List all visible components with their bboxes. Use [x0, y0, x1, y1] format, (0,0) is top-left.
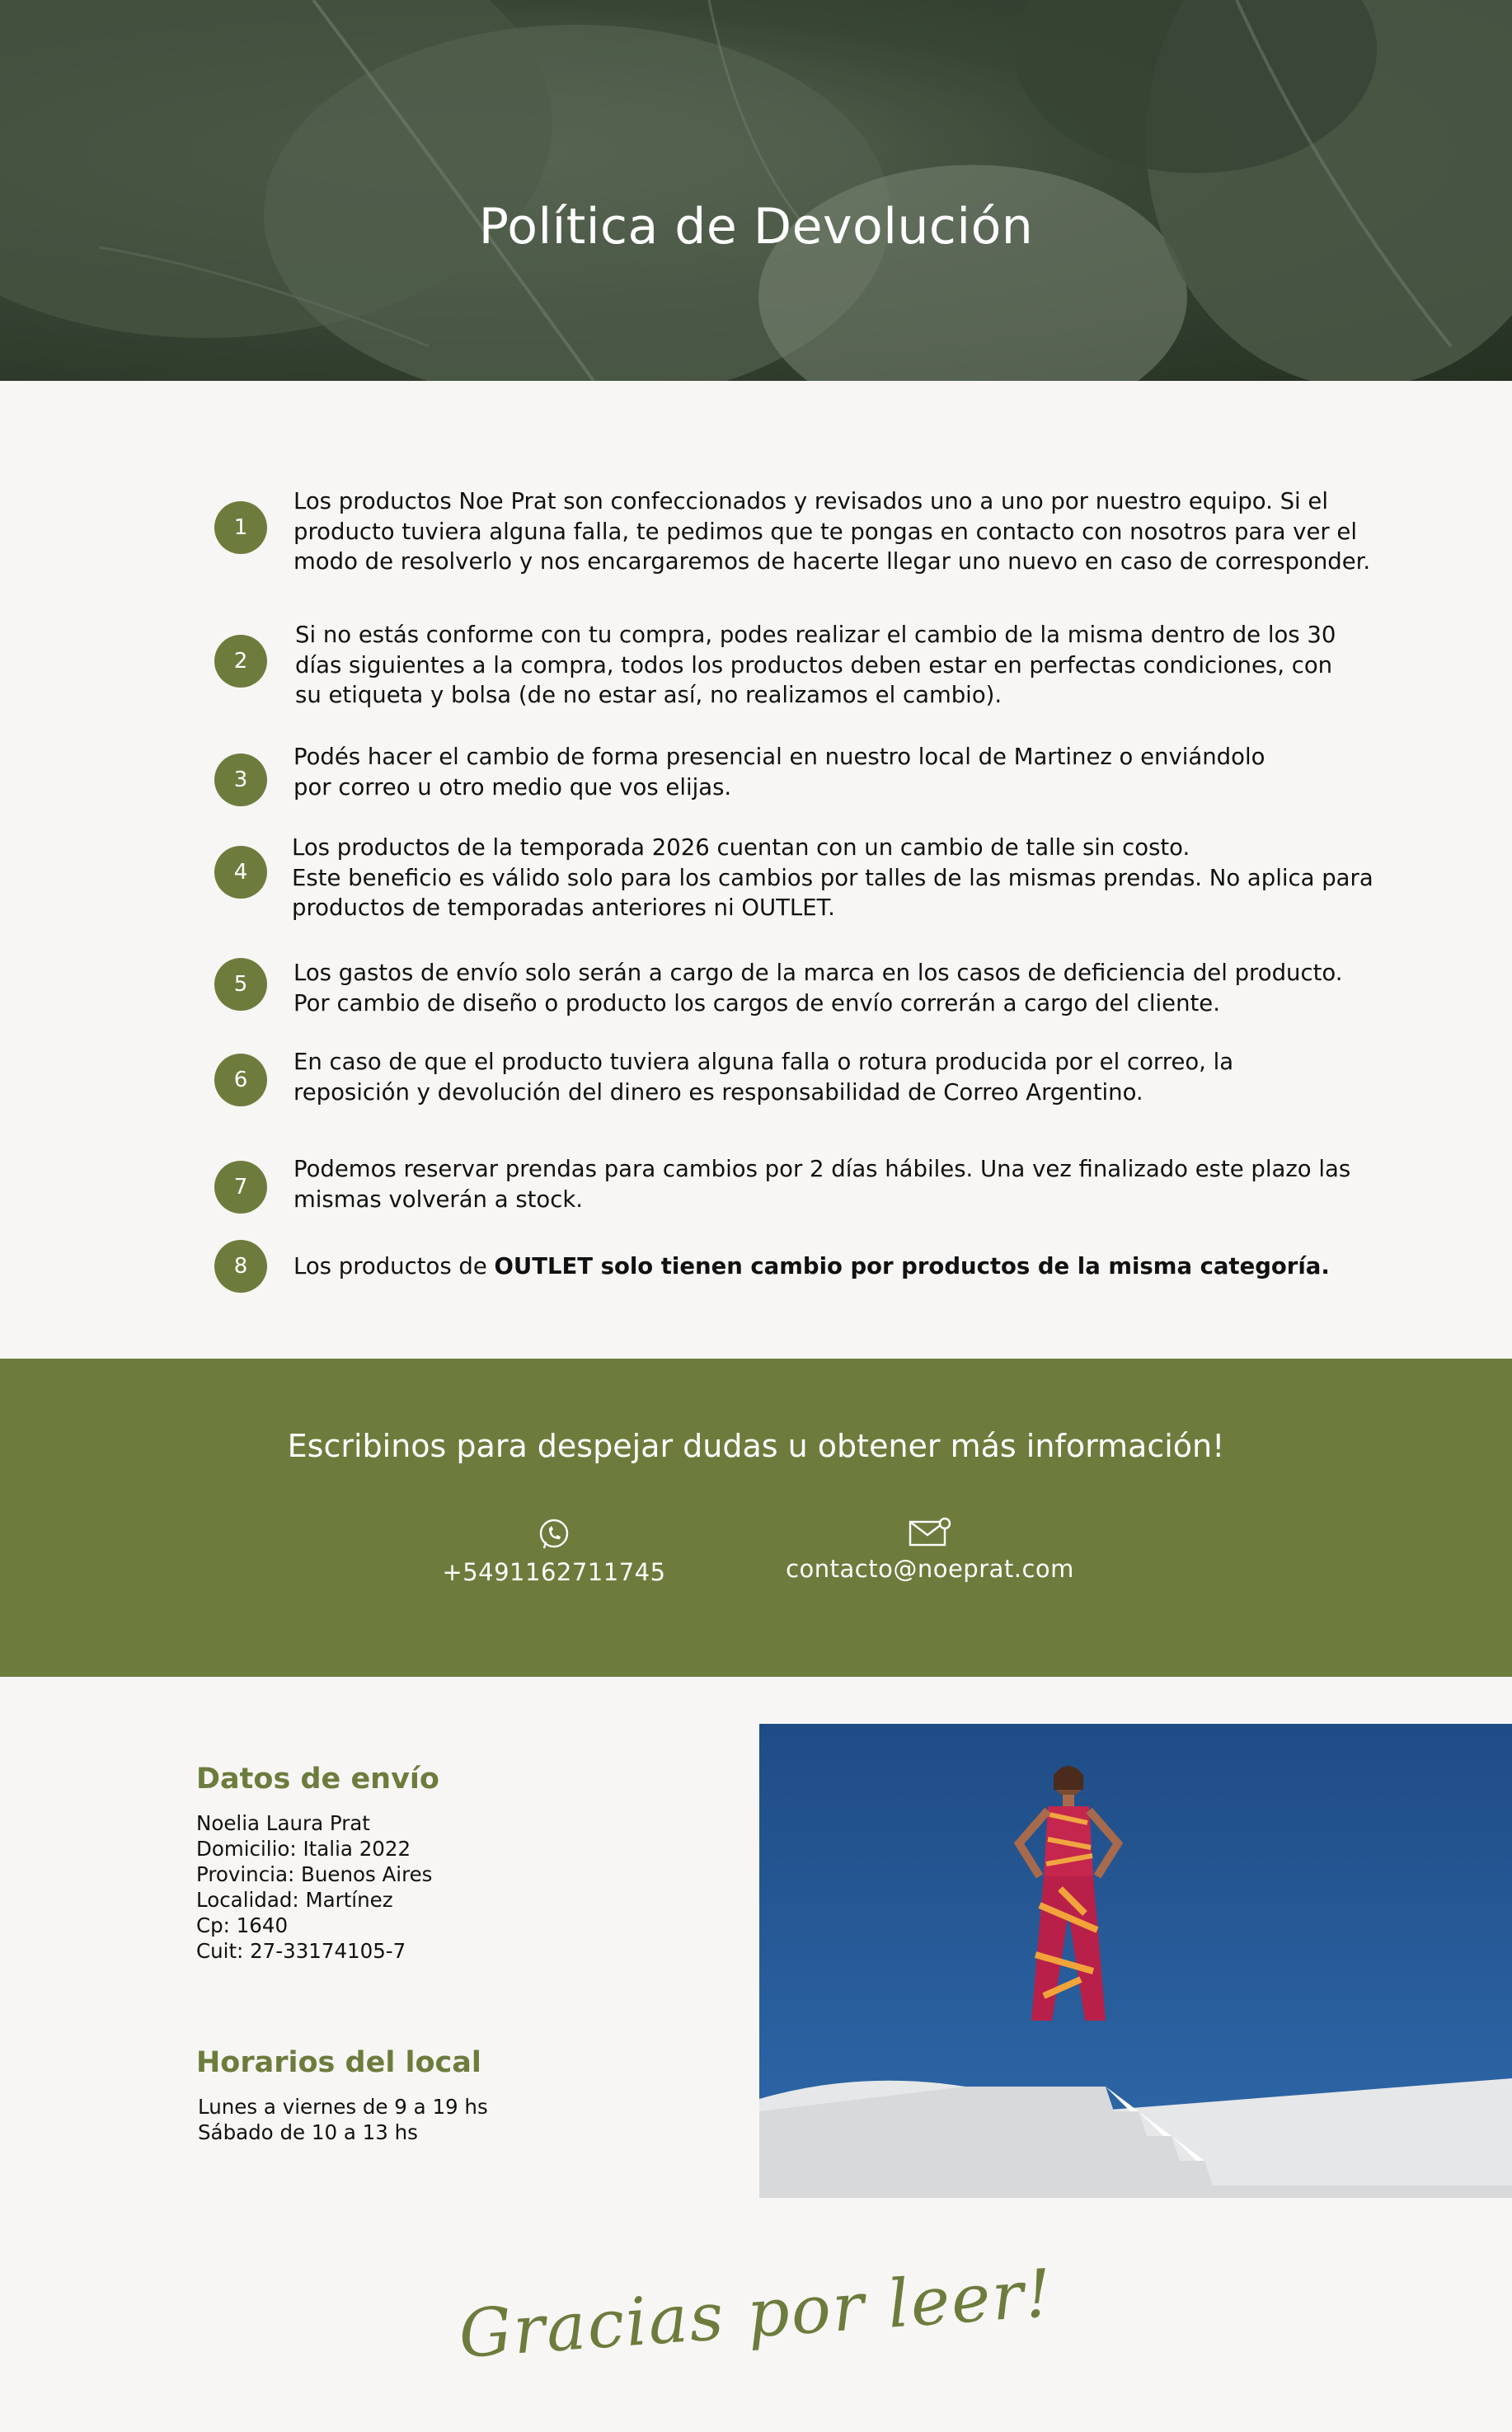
hours-line: Lunes a viernes de 9 a 19 hs [198, 2095, 488, 2119]
email-address: contacto@noeprat.com [786, 1555, 1074, 1583]
phone-number: +5491162711745 [442, 1558, 666, 1586]
shipping-line: Cuit: 27-33174105-7 [196, 1939, 406, 1963]
policy-text: Podemos reservar prendas para cambios por 2 días hábiles. Una vez finalizado este plazo las mismas volverán a stock. [293, 1156, 1351, 1213]
email-contact-link[interactable] [757, 1517, 1103, 1583]
store-hours-title: Horarios del local [196, 2046, 481, 2079]
policy-text-line: Los productos de la temporada 2026 cuentan con un cambio de talle sin costo. [292, 834, 1190, 861]
shipping-line: Domicilio: Italia 2022 [196, 1837, 411, 1861]
policy-text: En caso de que el producto tuviera alguna falla o rotura producida por el correo, la reposición y devolución del dinero es responsabilidad de Correo Argentino. [293, 1049, 1234, 1106]
shipping-line: Localidad: Martínez [196, 1888, 393, 1912]
policy-text [293, 1251, 1390, 1282]
store-hours-details [198, 2094, 488, 2145]
whatsapp-icon [537, 1517, 571, 1552]
shipping-line: Cp: 1640 [196, 1913, 289, 1937]
policy-number-badge: 1 [214, 501, 267, 554]
shipping-line: Provincia: Buenos Aires [196, 1862, 433, 1886]
model-photo [759, 1724, 1512, 2198]
policy-number-badge: 4 [214, 846, 267, 899]
policy-number-badge: 8 [214, 1240, 267, 1293]
model-photo-image [759, 1724, 1512, 2198]
shipping-title: Datos de envío [196, 1763, 439, 1796]
policy-number-badge: 3 [214, 754, 267, 806]
policy-number-badge: 2 [214, 635, 267, 688]
policy-number-badge: 6 [214, 1054, 267, 1106]
shipping-details [196, 1810, 432, 1964]
contact-heading: Escribinos para despejar dudas u obtener más información! [287, 1428, 1225, 1464]
return-policy-list [0, 381, 1512, 1359]
policy-text-prefix: Los productos de [293, 1253, 495, 1279]
policy-text-line: Este beneficio es válido solo para los cambios por talles de las mismas prendas. No aplica para productos de temporadas anteriores ni OUTLET. [292, 864, 1373, 921]
policy-text [292, 833, 1397, 923]
policy-number-badge: 5 [214, 958, 267, 1011]
policy-text-bold: OUTLET solo tienen cambio por productos de la misma categoría. [494, 1253, 1330, 1279]
policy-text [293, 958, 1390, 1018]
policy-text: Si no estás conforme con tu compra, podes realizar el cambio de la misma dentro de los 30 días siguientes a la compra, todos los productos deben estar en perfectas condiciones, con su etiqueta y bolsa (de no estar así, no realizamos el cambio). [295, 622, 1336, 708]
contact-band [0, 1359, 1512, 1677]
hours-line: Sábado de 10 a 13 hs [198, 2120, 418, 2144]
policy-text: Los productos Noe Prat son confeccionados y revisados uno a uno por nuestro equipo. Si el producto tuviera alguna falla, te pedimos que te pongas en contacto con nosotros para ver el modo de resolverlo y nos encargaremos de hacerte llegar uno nuevo en caso de corresponder. [293, 488, 1371, 575]
policy-text-line: Los gastos de envío solo serán a cargo de la marca en los casos de deficiencia del producto. [293, 960, 1343, 986]
mail-icon [909, 1517, 951, 1548]
leaves-background-image [0, 0, 1512, 381]
hero-banner [0, 0, 1512, 381]
policy-text-line: Por cambio de diseño o producto los cargos de envío correrán a cargo del cliente. [293, 989, 1220, 1016]
shipping-line: Noelia Laura Prat [196, 1811, 370, 1835]
policy-text: Podés hacer el cambio de forma presencial en nuestro local de Martinez o enviándolo por correo u otro medio que vos elijas. [293, 744, 1265, 800]
whatsapp-contact-link[interactable] [381, 1517, 727, 1586]
page-title: Política de Devolución [478, 198, 1034, 256]
policy-number-badge: 7 [214, 1161, 267, 1214]
thanks-message: Gracias por leer! [456, 2254, 1056, 2373]
